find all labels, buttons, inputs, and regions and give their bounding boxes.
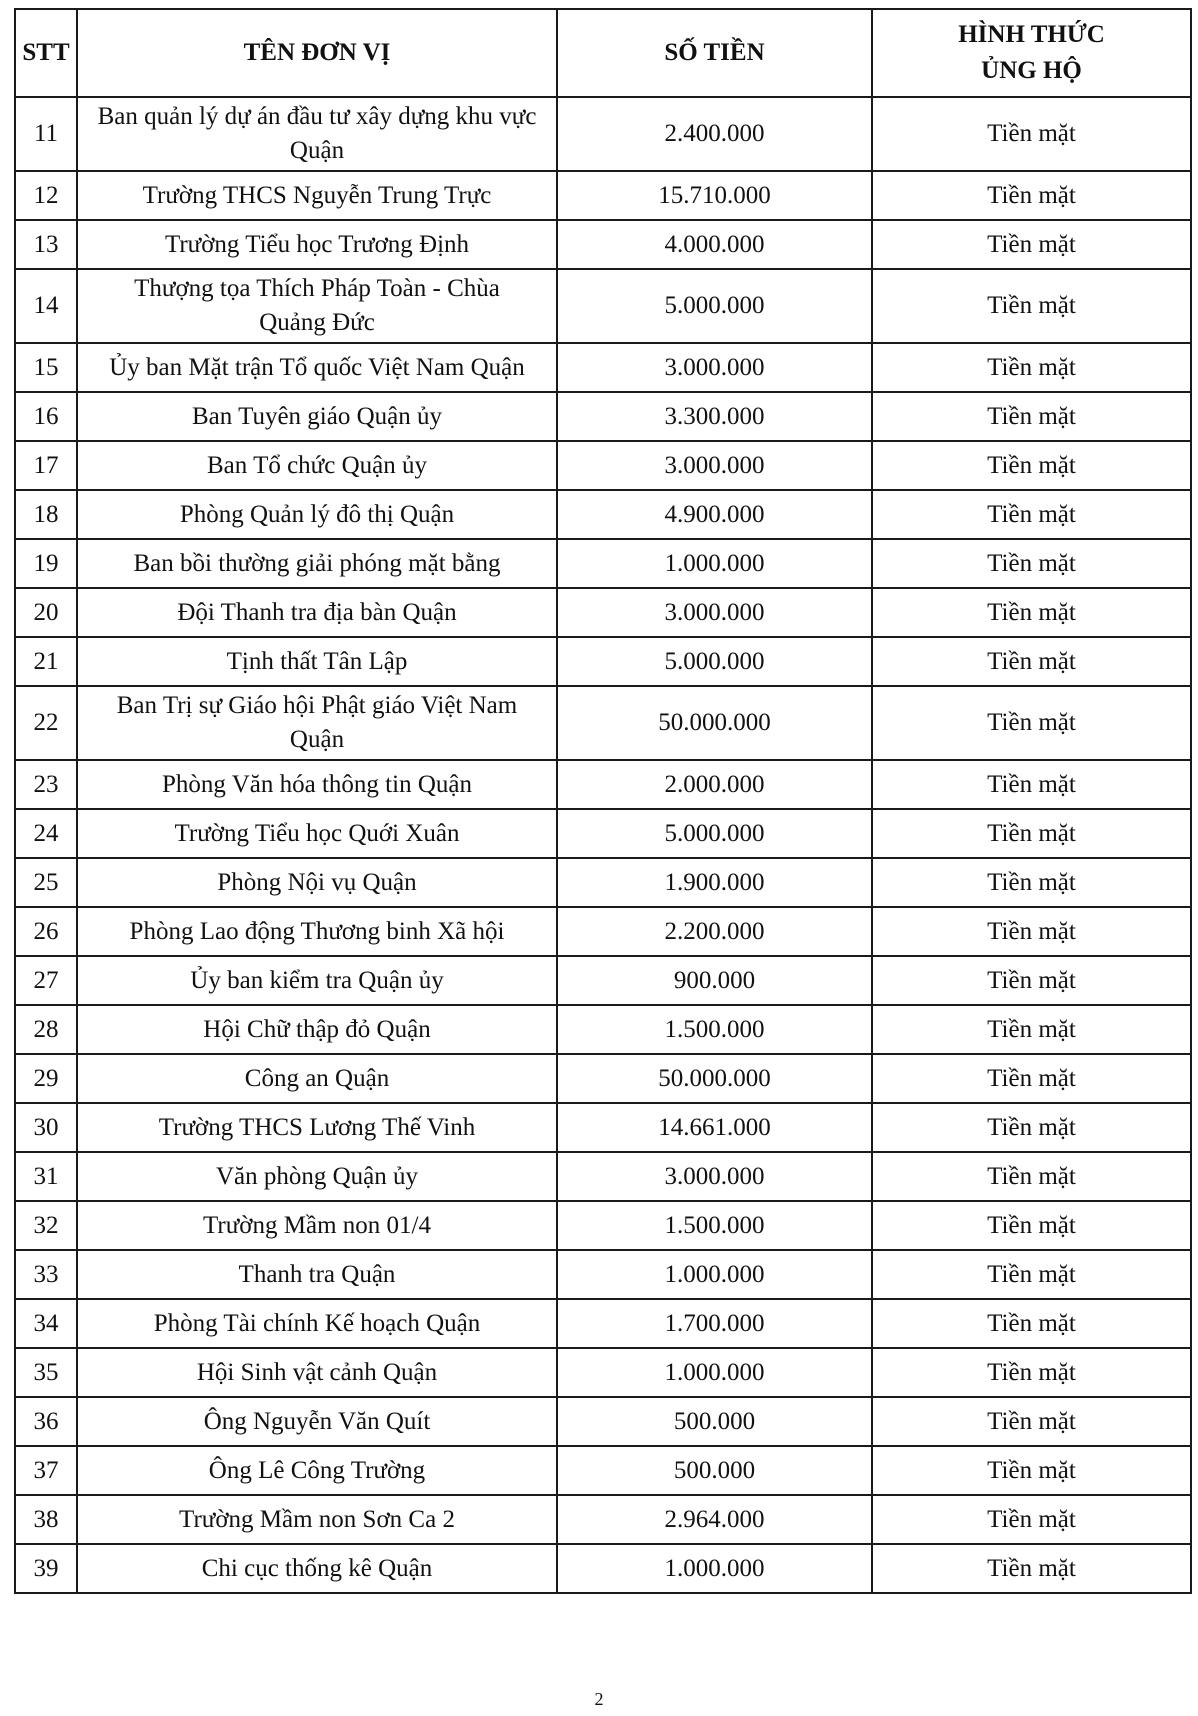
cell-amount: 1.900.000 [557,858,872,907]
table-row [15,220,1191,269]
cell-stt: 25 [15,858,77,907]
cell-stt: 35 [15,1348,77,1397]
cell-amount: 2.200.000 [557,907,872,956]
cell-amount: 3.000.000 [557,588,872,637]
cell-amount: 15.710.000 [557,171,872,220]
cell-stt: 26 [15,907,77,956]
cell-support-form: Tiền mặt [872,1544,1191,1593]
cell-amount: 500.000 [557,1397,872,1446]
unit-name-line: Ban quản lý dự án đầu tư xây dựng khu vực [97,103,537,130]
cell-unit-name [77,956,557,1005]
table-row [15,1054,1191,1103]
cell-unit-name [77,637,557,686]
table-row [15,1495,1191,1544]
cell-amount: 5.000.000 [557,269,872,343]
cell-unit-name [77,220,557,269]
table-row [15,1152,1191,1201]
cell-stt: 34 [15,1299,77,1348]
unit-name-line: Trường THCS Nguyễn Trung Trực [142,181,492,209]
cell-stt: 13 [15,220,77,269]
cell-amount: 5.000.000 [557,637,872,686]
table-row [15,760,1191,809]
table-row [15,343,1191,392]
unit-name-line: Công an Quận [244,1064,390,1092]
cell-unit-name [77,1152,557,1201]
cell-stt: 17 [15,441,77,490]
cell-support-form: Tiền mặt [872,490,1191,539]
cell-support-form: Tiền mặt [872,1348,1191,1397]
cell-unit-name [77,539,557,588]
cell-amount: 1.700.000 [557,1299,872,1348]
donation-table-page [14,8,1190,1594]
cell-stt: 23 [15,760,77,809]
table-row [15,637,1191,686]
cell-support-form: Tiền mặt [872,809,1191,858]
cell-unit-name [77,171,557,220]
table-row [15,1250,1191,1299]
table-row [15,1397,1191,1446]
cell-unit-name [77,1103,557,1152]
unit-name-line: Hội Sinh vật cảnh Quận [196,1358,438,1386]
cell-stt: 20 [15,588,77,637]
cell-amount: 3.000.000 [557,441,872,490]
cell-unit-name [77,97,557,171]
unit-name-line: Trường Tiểu học Trương Định [164,230,470,258]
unit-name-line: Quảng Đức [259,309,375,336]
cell-stt: 11 [15,97,77,171]
unit-name-line: Quận [289,726,345,753]
cell-support-form: Tiền mặt [872,1152,1191,1201]
cell-unit-name [77,490,557,539]
unit-name-line: Chi cục thống kê Quận [201,1554,433,1582]
table-row [15,269,1191,343]
cell-amount: 1.000.000 [557,1544,872,1593]
table-row [15,956,1191,1005]
table-row [15,1544,1191,1593]
unit-name-line: Trường Mầm non Sơn Ca 2 [179,1505,455,1533]
cell-support-form: Tiền mặt [872,1495,1191,1544]
cell-stt: 29 [15,1054,77,1103]
table-row [15,686,1191,760]
cell-amount: 14.661.000 [557,1103,872,1152]
cell-amount: 1.500.000 [557,1005,872,1054]
table-header-row [15,9,1191,97]
table-row [15,1348,1191,1397]
cell-unit-name [77,588,557,637]
cell-unit-name [77,760,557,809]
unit-name-line: Văn phòng Quận ủy [215,1162,419,1190]
cell-stt: 31 [15,1152,77,1201]
unit-name-line: Phòng Nội vụ Quận [217,868,417,896]
cell-support-form: Tiền mặt [872,1250,1191,1299]
cell-unit-name [77,343,557,392]
cell-stt: 28 [15,1005,77,1054]
unit-name-line: Tịnh thất Tân Lập [226,647,408,675]
cell-amount: 3.000.000 [557,343,872,392]
unit-name-line: Ban Trị sự Giáo hội Phật giáo Việt Nam [116,692,518,719]
table-row [15,588,1191,637]
table-body [15,97,1191,1593]
cell-stt: 36 [15,1397,77,1446]
cell-stt: 21 [15,637,77,686]
cell-support-form: Tiền mặt [872,907,1191,956]
cell-unit-name [77,441,557,490]
page-number: 2 [594,1689,604,1709]
cell-stt: 12 [15,171,77,220]
cell-support-form: Tiền mặt [872,392,1191,441]
header-unit-name: TÊN ĐƠN VỊ [77,9,557,97]
cell-support-form: Tiền mặt [872,343,1191,392]
unit-name-line: Ban Tuyên giáo Quận ủy [192,402,442,430]
cell-amount: 1.500.000 [557,1201,872,1250]
unit-name-line: Ủy ban kiểm tra Quận ủy [190,966,444,994]
unit-name-line: Ủy ban Mặt trận Tổ quốc Việt Nam Quận [109,353,525,381]
unit-name-line: Thượng tọa Thích Pháp Toàn - Chùa [134,275,500,302]
unit-name-line: Thanh tra Quận [238,1260,396,1288]
cell-unit-name [77,1005,557,1054]
table-row [15,1446,1191,1495]
cell-amount: 900.000 [557,956,872,1005]
cell-support-form: Tiền mặt [872,686,1191,760]
cell-stt: 38 [15,1495,77,1544]
cell-support-form: Tiền mặt [872,1201,1191,1250]
cell-stt: 39 [15,1544,77,1593]
cell-stt: 24 [15,809,77,858]
cell-unit-name [77,1348,557,1397]
table-row [15,1201,1191,1250]
cell-support-form: Tiền mặt [872,220,1191,269]
header-support-form-line2: ỦNG HỘ [981,57,1082,84]
table-row [15,539,1191,588]
cell-unit-name [77,1054,557,1103]
unit-name-line: Đội Thanh tra địa bàn Quận [177,598,457,626]
cell-support-form: Tiền mặt [872,1054,1191,1103]
cell-support-form: Tiền mặt [872,1299,1191,1348]
cell-unit-name [77,1397,557,1446]
unit-name-line: Ông Nguyễn Văn Quít [203,1407,431,1435]
cell-support-form: Tiền mặt [872,858,1191,907]
unit-name-line: Phòng Lao động Thương binh Xã hội [129,917,505,945]
donation-table [14,8,1192,1594]
cell-stt: 19 [15,539,77,588]
cell-unit-name [77,809,557,858]
header-support-form-line1: HÌNH THỨC [958,21,1105,48]
cell-support-form: Tiền mặt [872,1103,1191,1152]
table-row [15,858,1191,907]
cell-amount: 2.400.000 [557,97,872,171]
cell-stt: 33 [15,1250,77,1299]
unit-name-line: Trường Tiểu học Quới Xuân [174,819,460,847]
header-amount: SỐ TIỀN [557,9,872,97]
table-row [15,490,1191,539]
cell-support-form: Tiền mặt [872,269,1191,343]
cell-support-form: Tiền mặt [872,956,1191,1005]
unit-name-line: Hội Chữ thập đỏ Quận [203,1015,431,1043]
cell-support-form: Tiền mặt [872,171,1191,220]
cell-stt: 15 [15,343,77,392]
cell-amount: 2.964.000 [557,1495,872,1544]
cell-amount: 500.000 [557,1446,872,1495]
cell-stt: 37 [15,1446,77,1495]
cell-unit-name [77,269,557,343]
table-row [15,809,1191,858]
cell-amount: 4.000.000 [557,220,872,269]
cell-unit-name [77,858,557,907]
cell-stt: 30 [15,1103,77,1152]
unit-name-line: Quận [289,137,345,164]
cell-support-form: Tiền mặt [872,441,1191,490]
cell-support-form: Tiền mặt [872,1446,1191,1495]
table-row [15,392,1191,441]
cell-unit-name [77,1250,557,1299]
cell-stt: 27 [15,956,77,1005]
unit-name-line: Trường Mầm non 01/4 [203,1211,431,1239]
cell-unit-name [77,907,557,956]
cell-amount: 50.000.000 [557,686,872,760]
cell-unit-name [77,392,557,441]
table-row [15,1103,1191,1152]
table-row [15,1299,1191,1348]
unit-name-line: Ban Tổ chức Quận ủy [207,451,427,479]
cell-amount: 3.300.000 [557,392,872,441]
header-stt: STT [15,9,77,97]
cell-amount: 4.900.000 [557,490,872,539]
cell-amount: 1.000.000 [557,1348,872,1397]
cell-unit-name [77,1201,557,1250]
cell-amount: 5.000.000 [557,809,872,858]
cell-stt: 32 [15,1201,77,1250]
header-support-form [872,9,1191,97]
cell-support-form: Tiền mặt [872,97,1191,171]
cell-unit-name [77,1299,557,1348]
cell-stt: 18 [15,490,77,539]
cell-support-form: Tiền mặt [872,1397,1191,1446]
unit-name-line: Phòng Tài chính Kế hoạch Quận [153,1309,481,1337]
cell-support-form: Tiền mặt [872,1005,1191,1054]
cell-amount: 1.000.000 [557,539,872,588]
cell-unit-name [77,1446,557,1495]
unit-name-line: Ông Lê Công Trường [208,1456,426,1484]
unit-name-line: Phòng Quản lý đô thị Quận [179,500,455,528]
cell-support-form: Tiền mặt [872,539,1191,588]
cell-amount: 1.000.000 [557,1250,872,1299]
unit-name-line: Ban bồi thường giải phóng mặt bằng [133,549,501,577]
table-row [15,171,1191,220]
cell-support-form: Tiền mặt [872,637,1191,686]
table-row [15,1005,1191,1054]
cell-stt: 14 [15,269,77,343]
table-row [15,97,1191,171]
table-row [15,441,1191,490]
cell-amount: 2.000.000 [557,760,872,809]
cell-stt: 16 [15,392,77,441]
cell-unit-name [77,1544,557,1593]
unit-name-line: Trường THCS Lương Thế Vinh [158,1113,476,1141]
cell-unit-name [77,686,557,760]
cell-support-form: Tiền mặt [872,760,1191,809]
cell-stt: 22 [15,686,77,760]
cell-amount: 50.000.000 [557,1054,872,1103]
cell-amount: 3.000.000 [557,1152,872,1201]
cell-support-form: Tiền mặt [872,588,1191,637]
table-row [15,907,1191,956]
unit-name-line: Phòng Văn hóa thông tin Quận [162,770,472,798]
cell-unit-name [77,1495,557,1544]
